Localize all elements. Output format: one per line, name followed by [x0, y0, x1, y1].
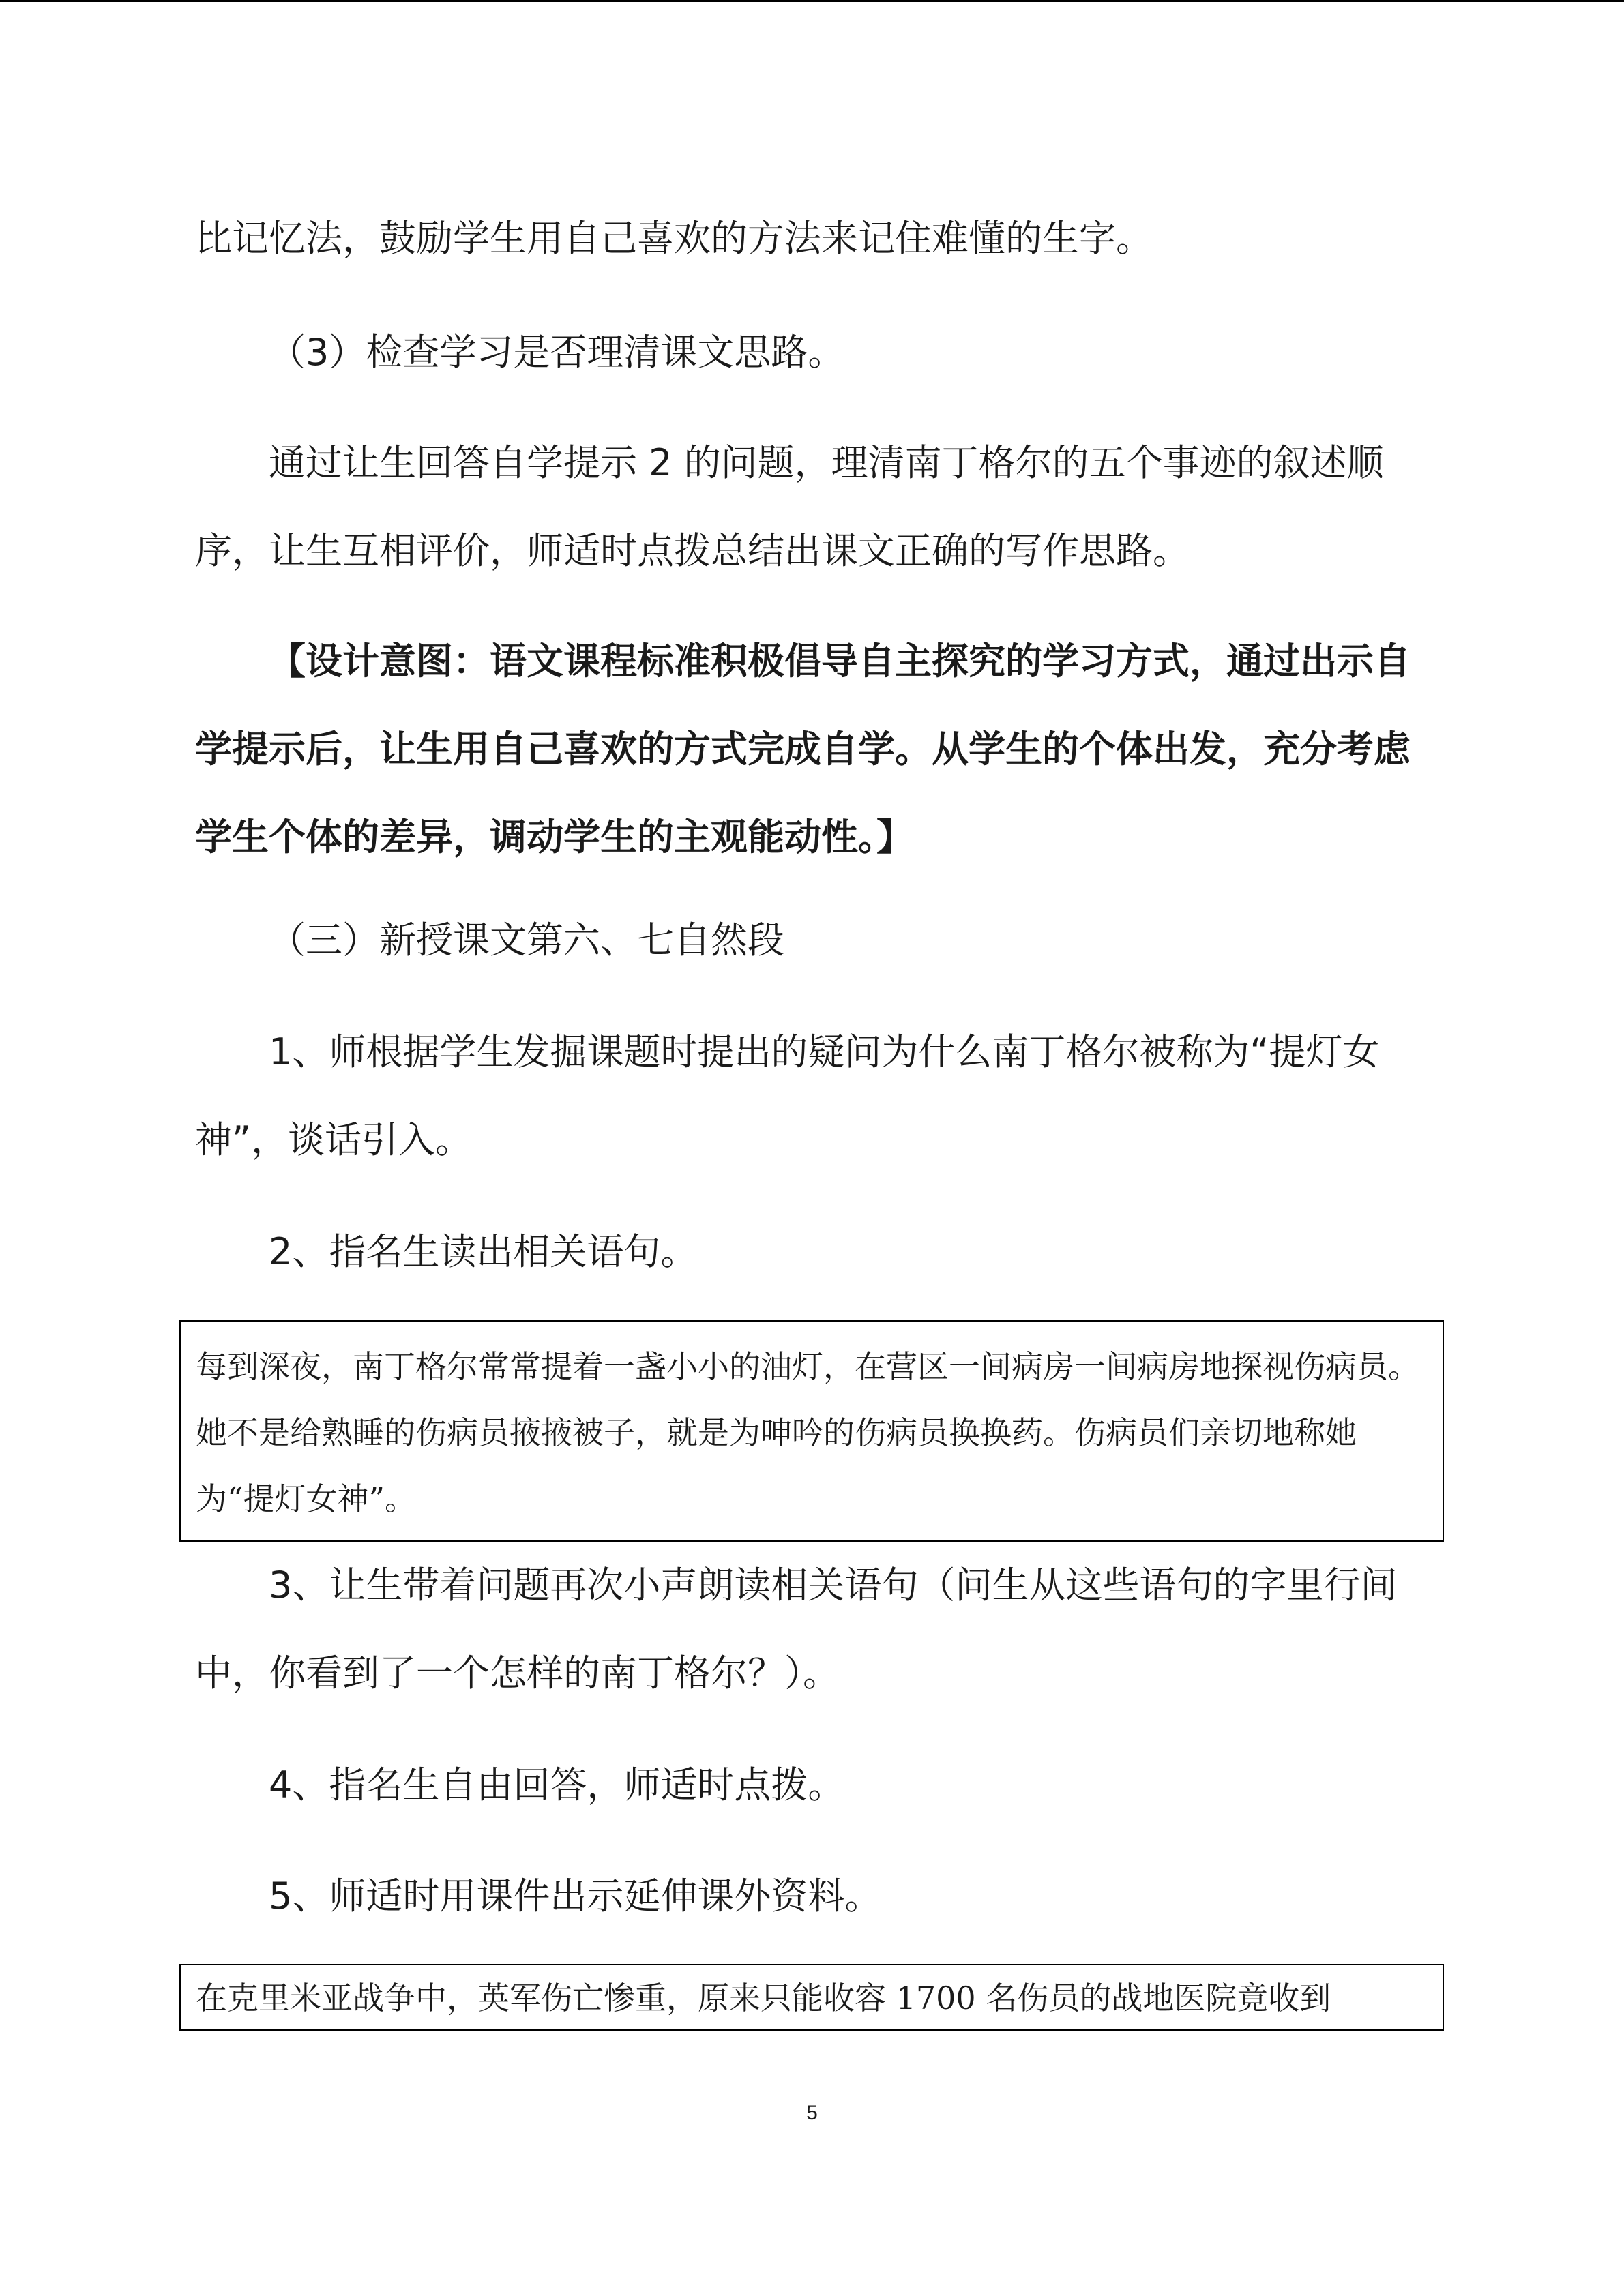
quote-box-2: 在克里米亚战争中，英军伤亡惨重，原来只能收容 1700 名伤员的战地医院竟收到: [179, 1964, 1444, 2031]
paragraph-2: （3）检查学习是否理清课文思路。: [269, 331, 845, 374]
step-3: 3、让生带着问题再次小声朗读相关语句（问生从这些语句的字里行间中，你看到了一个怎样的南丁格尔？）。: [195, 1564, 1398, 1695]
section-heading: （三）新授课文第六、七自然段: [269, 919, 784, 961]
page-number: 5: [806, 2102, 818, 2124]
quote-box-1: 每到深夜，南丁格尔常常提着一盏小小的油灯，在营区一间病房一间病房地探视伤病员。她不是给熟睡的伤病员掖掖被子，就是为呻吟的伤病员换换药。伤病员们亲切地称她为“提灯女神”。: [179, 1320, 1444, 1542]
paragraph-1: 比记忆法，鼓励学生用自己喜欢的方法来记住难懂的生字。: [195, 217, 1153, 260]
paragraph-3: 通过让生回答自学提示 2 的问题，理清南丁格尔的五个事迹的叙述顺序，让生互相评价，师适时点拨总结出课文正确的写作思路。: [195, 441, 1384, 572]
design-intent-paragraph: 【设计意图：语文课程标准积极倡导自主探究的学习方式，通过出示自学提示后，让生用自己喜欢的方式完成自学。从学生的个体出发，充分考虑学生个体的差异，调动学生的主观能动性。】: [195, 640, 1411, 859]
step-2: 2、指名生读出相关语句。: [269, 1230, 698, 1273]
step-1: 1、师根据学生发掘课题时提出的疑问为什么南丁格尔被称为“提灯女神”，谈话引入。: [195, 1030, 1380, 1161]
step-4: 4、指名生自由回答，师适时点拨。: [269, 1763, 845, 1806]
step-5: 5、师适时用课件出示延伸课外资料。: [269, 1875, 882, 1918]
top-border-line: [0, 0, 1624, 2]
